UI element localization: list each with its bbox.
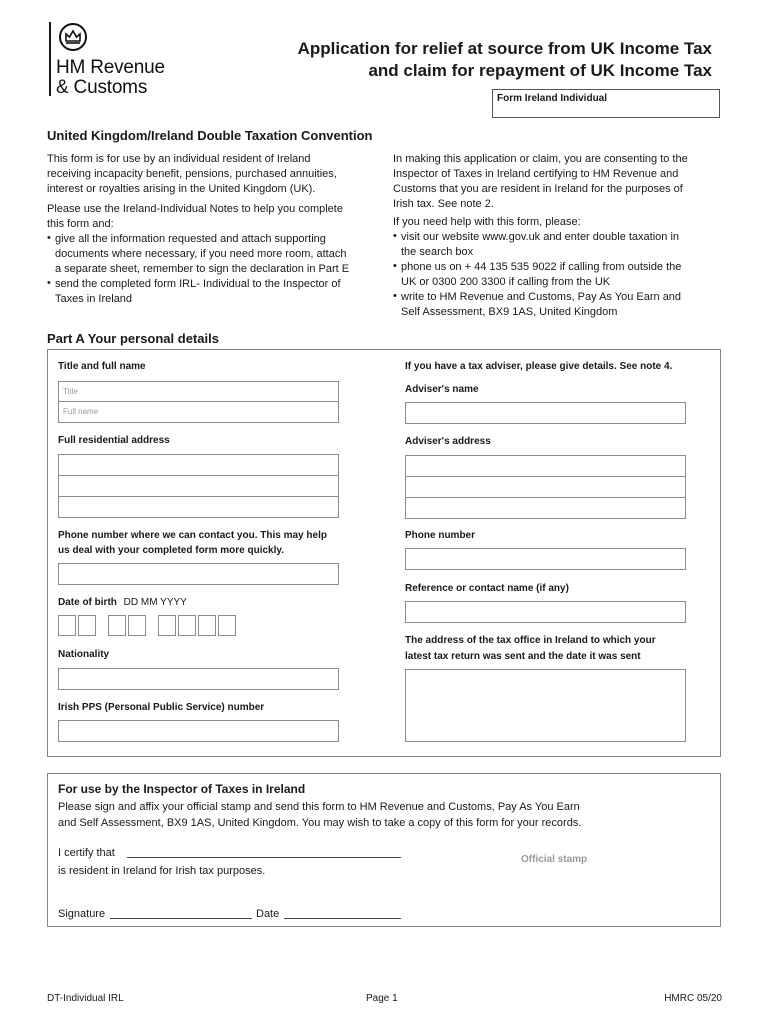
crown-crest-icon <box>57 22 91 52</box>
dob-year-digit[interactable] <box>198 615 216 636</box>
date-line[interactable] <box>284 918 401 919</box>
nationality-label: Nationality <box>58 649 110 660</box>
intro-bullet: • phone us on + 44 135 535 9022 if calling from outside the UK or 0300 200 3300 if calling from the UK <box>393 260 682 288</box>
phone-label: Phone number where we can contact you. This may help <box>58 530 327 541</box>
intro-bullet: • give all the information requested and attach supporting documents where necessary, if you need more room, attach a separate sheet, remember to sign the declaration in Part E <box>47 232 350 275</box>
pps-label: Irish PPS (Personal Public Service) number <box>58 702 265 713</box>
intro-text: Irish tax. See note 2. <box>393 198 494 210</box>
address-line-3-input[interactable] <box>58 496 339 518</box>
title-input[interactable] <box>58 381 339 402</box>
tax-office-label: The address of the tax office in Ireland to which your <box>405 635 656 646</box>
adviser-name-label: Adviser's name <box>405 384 479 395</box>
inspector-heading: For use by the Inspector of Taxes in Ireland <box>58 782 306 796</box>
logo-line-1: HM Revenue <box>56 57 165 78</box>
tax-office-input[interactable] <box>405 669 686 742</box>
adviser-phone-input[interactable] <box>405 548 686 570</box>
footer-version: HMRC 05/20 <box>664 993 722 1004</box>
page-title-line-2: and claim for repayment of UK Income Tax <box>368 61 712 80</box>
full-name-input[interactable] <box>58 401 339 423</box>
intro-bullet: • write to HM Revenue and Customs, Pay As You Earn and Self Assessment, BX9 1AS, United Kingdom <box>393 290 682 318</box>
resident-text: is resident in Ireland for Irish tax purposes. <box>58 865 266 877</box>
phone-input[interactable] <box>58 563 339 585</box>
signature-line[interactable] <box>110 918 252 919</box>
adviser-phone-label: Phone number <box>405 530 476 541</box>
signature-label: Signature <box>58 908 106 920</box>
logo-rule <box>49 22 51 96</box>
dob-month-digit[interactable] <box>128 615 146 636</box>
intro-bullet: • visit our website www.gov.uk and enter double taxation in the search box <box>393 230 680 258</box>
part-a-heading: Part A Your personal details <box>47 331 219 346</box>
reference-input[interactable] <box>405 601 686 623</box>
inspector-section <box>47 773 721 927</box>
logo-line-2: & Customs <box>56 77 148 98</box>
intro-text: If you need help with this form, please: <box>393 216 581 228</box>
dob-day-digit[interactable] <box>58 615 76 636</box>
intro-text: This form is for use by an individual resident of Ireland <box>47 153 311 165</box>
intro-text: receiving incapacity benefit, pensions, purchased annuities, <box>47 168 337 180</box>
footer-form-code: DT-Individual IRL <box>47 993 124 1004</box>
page-title-line-1: Application for relief at source from UK Income Tax <box>297 39 712 58</box>
intro-right-column <box>393 152 688 320</box>
intro-text: Inspector of Taxes in Ireland certifying to HM Revenue and <box>393 168 679 180</box>
adviser-address-label: Adviser's address <box>405 436 491 447</box>
reference-label: Reference or contact name (if any) <box>405 583 569 594</box>
convention-heading: United Kingdom/Ireland Double Taxation Convention <box>47 128 373 143</box>
title-name-label: Title and full name <box>58 361 146 372</box>
intro-left-column <box>47 152 349 307</box>
certify-label: I certify that <box>58 847 115 859</box>
adviser-intro: If you have a tax adviser, please give details. See note 4. <box>405 361 673 372</box>
inspector-text: Please sign and affix your official stamp and send this form to HM Revenue and Customs, Pay As You Earn <box>58 801 580 813</box>
adviser-name-input[interactable] <box>405 402 686 424</box>
dob-day-digit[interactable] <box>78 615 96 636</box>
intro-bullet: • send the completed form IRL- Individual to the Inspector of Taxes in Ireland <box>47 277 341 305</box>
title-placeholder: Title <box>63 387 78 396</box>
dob-label: Date of birth DD MM YYYY <box>58 597 187 608</box>
tax-office-label: latest tax return was sent and the date it was sent <box>405 651 641 662</box>
adviser-address-line-2-input[interactable] <box>405 476 686 498</box>
intro-text: In making this application or claim, you are consenting to the <box>393 153 688 165</box>
nationality-input[interactable] <box>58 668 339 690</box>
address-line-2-input[interactable] <box>58 475 339 497</box>
inspector-text: and Self Assessment, BX9 1AS, United Kingdom. You may wish to take a copy of this form for your records. <box>58 817 582 829</box>
phone-label: us deal with your completed form more quickly. <box>58 545 284 556</box>
adviser-address-line-1-input[interactable] <box>405 455 686 477</box>
intro-text: this form and: <box>47 218 114 230</box>
address-label: Full residential address <box>58 435 170 446</box>
form-type-box: Form Ireland Individual <box>492 89 720 118</box>
intro-text: Please use the Ireland-Individual Notes to help you complete <box>47 203 343 215</box>
dob-month-digit[interactable] <box>108 615 126 636</box>
official-stamp-area: Official stamp <box>521 854 588 865</box>
dob-year-digit[interactable] <box>218 615 236 636</box>
date-label: Date <box>256 908 280 920</box>
pps-input[interactable] <box>58 720 339 742</box>
address-line-1-input[interactable] <box>58 454 339 476</box>
footer-page-number: Page 1 <box>366 993 398 1004</box>
dob-format: DD MM YYYY <box>123 597 187 608</box>
intro-text: Customs that you are resident in Ireland for the purposes of <box>393 183 683 195</box>
adviser-address-line-3-input[interactable] <box>405 497 686 519</box>
certify-line[interactable] <box>127 857 401 858</box>
full-name-placeholder: Full name <box>63 407 99 416</box>
intro-text: interest or royalties arising in the United Kingdom (UK). <box>47 183 316 195</box>
dob-year-digit[interactable] <box>158 615 176 636</box>
dob-year-digit[interactable] <box>178 615 196 636</box>
